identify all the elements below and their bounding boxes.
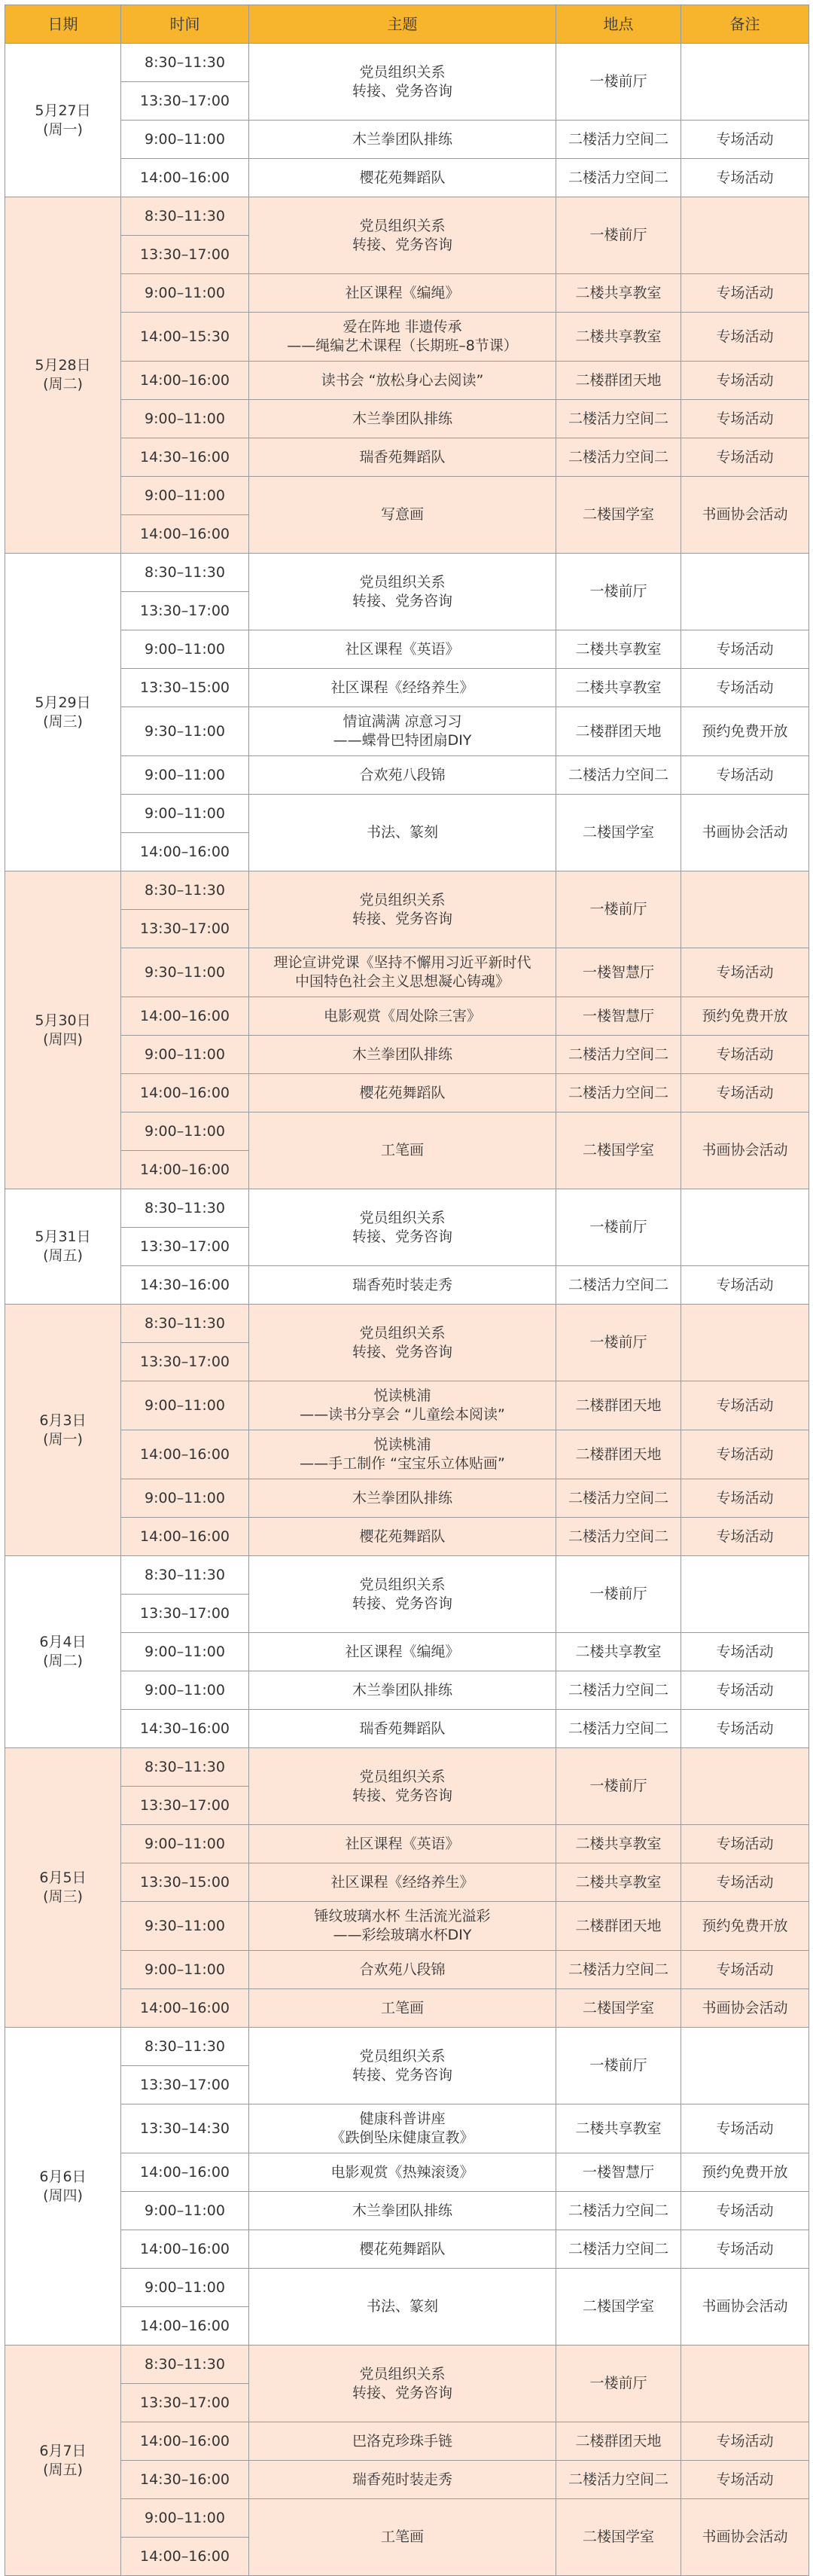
time-cell: 13:30–17:00 — [121, 2066, 249, 2104]
schedule-row — [5, 795, 809, 833]
topic-cell: 工笔画 — [249, 2499, 556, 2576]
topic-cell: 社区课程《经络养生》 — [249, 669, 556, 707]
note-cell: 书画协会活动 — [681, 2499, 809, 2576]
topic-cell: 樱花苑舞蹈队 — [249, 159, 556, 197]
time-cell: 8:30–11:30 — [121, 1748, 249, 1787]
schedule-row — [5, 1479, 809, 1518]
note-cell: 专场活动 — [681, 2461, 809, 2499]
time-cell: 8:30–11:30 — [121, 1305, 249, 1343]
weekday-label: (周二) — [43, 376, 83, 392]
time-cell: 13:30–17:00 — [121, 1228, 249, 1266]
schedule-row — [5, 707, 809, 756]
schedule-container — [5, 5, 808, 2576]
topic-cell: 党员组织关系 转接、党务咨询 — [249, 1556, 556, 1633]
topic-cell: 木兰拳团队排练 — [249, 400, 556, 438]
schedule-row — [5, 1189, 809, 1228]
topic-cell: 巴洛克珍珠手链 — [249, 2422, 556, 2461]
note-cell: 专场活动 — [681, 159, 809, 197]
time-cell: 14:00–16:00 — [121, 515, 249, 554]
note-cell: 专场活动 — [681, 1518, 809, 1556]
note-cell: 专场活动 — [681, 1430, 809, 1479]
note-cell: 专场活动 — [681, 1825, 809, 1863]
place-cell: 二楼群团天地 — [556, 362, 681, 400]
time-cell: 9:00–11:00 — [121, 477, 249, 515]
time-cell: 8:30–11:30 — [121, 2346, 249, 2384]
date-cell — [5, 197, 121, 554]
date-label: 5月27日 — [35, 102, 91, 119]
time-cell: 13:30–17:00 — [121, 236, 249, 274]
place-cell: 一楼前厅 — [556, 2346, 681, 2422]
schedule-row — [5, 2461, 809, 2499]
time-cell: 9:00–11:00 — [121, 400, 249, 438]
date-cell — [5, 44, 121, 197]
topic-cell: 樱花苑舞蹈队 — [249, 2230, 556, 2269]
place-cell: 二楼活力空间二 — [556, 756, 681, 795]
schedule-table — [5, 5, 809, 2576]
schedule-row — [5, 1671, 809, 1710]
note-cell: 专场活动 — [681, 756, 809, 795]
topic-cell: 工笔画 — [249, 1113, 556, 1189]
note-cell: 预约免费开放 — [681, 707, 809, 756]
topic-cell: 合欢苑八段锦 — [249, 756, 556, 795]
note-cell: 专场活动 — [681, 400, 809, 438]
date-cell — [5, 871, 121, 1189]
topic-cell: 社区课程《经络养生》 — [249, 1863, 556, 1902]
topic-cell: 瑞香苑时装走秀 — [249, 2461, 556, 2499]
time-cell: 9:00–11:00 — [121, 1479, 249, 1518]
topic-cell: 党员组织关系 转接、党务咨询 — [249, 1189, 556, 1266]
place-cell: 二楼国学室 — [556, 1989, 681, 2028]
place-cell: 一楼前厅 — [556, 44, 681, 121]
schedule-row — [5, 1989, 809, 2028]
topic-cell: 党员组织关系 转接、党务咨询 — [249, 2028, 556, 2104]
place-cell: 二楼活力空间二 — [556, 1951, 681, 1989]
place-cell: 二楼活力空间二 — [556, 1074, 681, 1113]
weekday-label: (周二) — [43, 1653, 83, 1669]
topic-cell: 木兰拳团队排练 — [249, 1671, 556, 1710]
time-cell: 13:30–17:00 — [121, 2384, 249, 2422]
date-label: 5月29日 — [35, 694, 91, 711]
schedule-row — [5, 2230, 809, 2269]
place-cell: 二楼活力空间二 — [556, 1479, 681, 1518]
date-label: 5月31日 — [35, 1228, 91, 1245]
place-cell: 二楼活力空间二 — [556, 1518, 681, 1556]
schedule-row — [5, 2104, 809, 2153]
topic-cell: 爱在阵地 非遗传承 ——绳编艺术课程（长期班–8节课） — [249, 313, 556, 362]
date-cell — [5, 554, 121, 871]
note-cell: 专场活动 — [681, 121, 809, 159]
note-cell: 专场活动 — [681, 438, 809, 477]
place-cell: 一楼前厅 — [556, 554, 681, 630]
topic-cell: 木兰拳团队排练 — [249, 1479, 556, 1518]
header-place: 地点 — [556, 5, 681, 44]
schedule-row — [5, 871, 809, 910]
weekday-label: (周一) — [43, 1430, 83, 1448]
note-cell: 书画协会活动 — [681, 795, 809, 871]
time-cell: 14:00–16:00 — [121, 2307, 249, 2346]
topic-cell: 写意画 — [249, 477, 556, 554]
topic-cell: 书法、篆刻 — [249, 795, 556, 871]
place-cell: 二楼活力空间二 — [556, 1036, 681, 1074]
note-cell: 专场活动 — [681, 1951, 809, 1989]
time-cell: 9:00–11:00 — [121, 1633, 249, 1671]
place-cell: 一楼智慧厅 — [556, 997, 681, 1036]
note-cell — [681, 2346, 809, 2422]
time-cell: 14:00–16:00 — [121, 2538, 249, 2576]
schedule-row — [5, 274, 809, 313]
topic-cell: 合欢苑八段锦 — [249, 1951, 556, 1989]
place-cell: 一楼智慧厅 — [556, 948, 681, 997]
topic-cell: 党员组织关系 转接、党务咨询 — [249, 44, 556, 121]
time-cell: 14:00–16:00 — [121, 2422, 249, 2461]
schedule-row — [5, 44, 809, 82]
note-cell: 专场活动 — [681, 1863, 809, 1902]
date-cell — [5, 2346, 121, 2576]
note-cell: 专场活动 — [681, 362, 809, 400]
topic-cell: 社区课程《编绳》 — [249, 1633, 556, 1671]
time-cell: 8:30–11:30 — [121, 1189, 249, 1228]
time-cell: 8:30–11:30 — [121, 2028, 249, 2066]
time-cell: 14:00–16:00 — [121, 159, 249, 197]
schedule-row — [5, 1863, 809, 1902]
date-label: 6月5日 — [39, 1869, 87, 1886]
place-cell: 二楼活力空间二 — [556, 400, 681, 438]
place-cell: 二楼活力空间二 — [556, 2461, 681, 2499]
time-cell: 9:00–11:00 — [121, 121, 249, 159]
schedule-row — [5, 159, 809, 197]
schedule-row — [5, 1266, 809, 1305]
note-cell: 专场活动 — [681, 2230, 809, 2269]
header-topic: 主题 — [249, 5, 556, 44]
note-cell: 书画协会活动 — [681, 1989, 809, 2028]
place-cell: 一楼前厅 — [556, 1748, 681, 1825]
note-cell: 专场活动 — [681, 1381, 809, 1430]
schedule-row — [5, 477, 809, 515]
topic-cell: 电影观赏《周处除三害》 — [249, 997, 556, 1036]
topic-cell: 社区课程《编绳》 — [249, 274, 556, 313]
schedule-row — [5, 197, 809, 236]
schedule-row — [5, 630, 809, 669]
schedule-row — [5, 1710, 809, 1748]
topic-cell: 瑞香苑舞蹈队 — [249, 438, 556, 477]
note-cell — [681, 1189, 809, 1266]
topic-cell: 党员组织关系 转接、党务咨询 — [249, 1748, 556, 1825]
topic-cell: 党员组织关系 转接、党务咨询 — [249, 2346, 556, 2422]
schedule-row — [5, 997, 809, 1036]
time-cell: 9:00–11:00 — [121, 274, 249, 313]
schedule-row — [5, 438, 809, 477]
date-label: 6月4日 — [39, 1634, 87, 1650]
schedule-row — [5, 1430, 809, 1479]
weekday-label: (周三) — [43, 1888, 83, 1905]
time-cell: 14:00–16:00 — [121, 362, 249, 400]
topic-cell: 樱花苑舞蹈队 — [249, 1074, 556, 1113]
time-cell: 13:30–15:00 — [121, 669, 249, 707]
topic-cell: 书法、篆刻 — [249, 2269, 556, 2346]
topic-cell: 悦读桃浦 ——读书分享会 “儿童绘本阅读” — [249, 1381, 556, 1430]
place-cell: 二楼活力空间二 — [556, 1266, 681, 1305]
schedule-row — [5, 948, 809, 997]
note-cell: 专场活动 — [681, 313, 809, 362]
place-cell: 二楼共享教室 — [556, 630, 681, 669]
schedule-row — [5, 121, 809, 159]
note-cell — [681, 1305, 809, 1381]
time-cell: 14:30–16:00 — [121, 2461, 249, 2499]
topic-cell: 社区课程《英语》 — [249, 630, 556, 669]
place-cell: 二楼共享教室 — [556, 2104, 681, 2153]
topic-cell: 党员组织关系 转接、党务咨询 — [249, 197, 556, 274]
topic-cell: 电影观赏《热辣滚烫》 — [249, 2153, 556, 2192]
time-cell: 14:00–16:00 — [121, 1074, 249, 1113]
place-cell: 二楼国学室 — [556, 477, 681, 554]
note-cell: 书画协会活动 — [681, 1113, 809, 1189]
place-cell: 二楼群团天地 — [556, 1381, 681, 1430]
header-time: 时间 — [121, 5, 249, 44]
place-cell: 一楼前厅 — [556, 1189, 681, 1266]
place-cell: 二楼共享教室 — [556, 1863, 681, 1902]
time-cell: 9:00–11:00 — [121, 1825, 249, 1863]
note-cell: 专场活动 — [681, 1710, 809, 1748]
schedule-row — [5, 2422, 809, 2461]
schedule-row — [5, 2346, 809, 2384]
topic-cell: 情谊满满 凉意习习 ——蝶骨巴特团扇DIY — [249, 707, 556, 756]
schedule-row — [5, 1951, 809, 1989]
time-cell: 14:00–16:00 — [121, 997, 249, 1036]
note-cell — [681, 1748, 809, 1825]
place-cell: 二楼共享教室 — [556, 274, 681, 313]
note-cell: 专场活动 — [681, 1671, 809, 1710]
time-cell: 8:30–11:30 — [121, 197, 249, 236]
header-date: 日期 — [5, 5, 121, 44]
topic-cell: 健康科普讲座 《跌倒坠床健康宣教》 — [249, 2104, 556, 2153]
date-label: 6月3日 — [39, 1412, 87, 1429]
schedule-row — [5, 2153, 809, 2192]
place-cell: 二楼活力空间二 — [556, 121, 681, 159]
place-cell: 一楼前厅 — [556, 1305, 681, 1381]
place-cell: 二楼共享教室 — [556, 1633, 681, 1671]
note-cell: 专场活动 — [681, 2422, 809, 2461]
schedule-row — [5, 2499, 809, 2538]
note-cell: 专场活动 — [681, 1074, 809, 1113]
time-cell: 13:30–17:00 — [121, 910, 249, 948]
date-cell — [5, 1556, 121, 1748]
time-cell: 8:30–11:30 — [121, 44, 249, 82]
place-cell: 二楼活力空间二 — [556, 1671, 681, 1710]
note-cell: 专场活动 — [681, 669, 809, 707]
time-cell: 14:00–16:00 — [121, 1151, 249, 1189]
schedule-row — [5, 1748, 809, 1787]
note-cell: 预约免费开放 — [681, 1902, 809, 1951]
schedule-row — [5, 1305, 809, 1343]
time-cell: 8:30–11:30 — [121, 1556, 249, 1595]
note-cell: 预约免费开放 — [681, 2153, 809, 2192]
topic-cell: 党员组织关系 转接、党务咨询 — [249, 554, 556, 630]
topic-cell: 木兰拳团队排练 — [249, 121, 556, 159]
time-cell: 14:00–16:00 — [121, 833, 249, 871]
note-cell: 专场活动 — [681, 630, 809, 669]
schedule-row — [5, 669, 809, 707]
time-cell: 14:00–16:00 — [121, 1989, 249, 2028]
header-note: 备注 — [681, 5, 809, 44]
time-cell: 14:00–16:00 — [121, 1430, 249, 1479]
date-label: 5月28日 — [35, 357, 91, 374]
time-cell: 14:00–16:00 — [121, 1518, 249, 1556]
date-cell — [5, 1748, 121, 2028]
note-cell: 专场活动 — [681, 948, 809, 997]
time-cell: 14:30–16:00 — [121, 1266, 249, 1305]
place-cell: 二楼活力空间二 — [556, 2192, 681, 2230]
time-cell: 9:00–11:00 — [121, 2192, 249, 2230]
weekday-label: (周五) — [43, 1247, 83, 1264]
topic-cell: 木兰拳团队排练 — [249, 2192, 556, 2230]
time-cell: 14:30–16:00 — [121, 438, 249, 477]
note-cell: 专场活动 — [681, 1266, 809, 1305]
date-label: 6月7日 — [39, 2442, 87, 2459]
place-cell: 二楼群团天地 — [556, 1430, 681, 1479]
schedule-row — [5, 313, 809, 362]
time-cell: 14:00–16:00 — [121, 2230, 249, 2269]
date-label: 5月30日 — [35, 1012, 91, 1029]
place-cell: 一楼前厅 — [556, 2028, 681, 2104]
topic-cell: 木兰拳团队排练 — [249, 1036, 556, 1074]
note-cell — [681, 871, 809, 948]
schedule-row — [5, 554, 809, 592]
note-cell — [681, 44, 809, 121]
weekday-label: (周一) — [43, 121, 83, 138]
topic-cell: 瑞香苑舞蹈队 — [249, 1710, 556, 1748]
place-cell: 二楼国学室 — [556, 2269, 681, 2346]
time-cell: 9:00–11:00 — [121, 1671, 249, 1710]
schedule-row — [5, 1036, 809, 1074]
schedule-row — [5, 1902, 809, 1951]
time-cell: 9:00–11:00 — [121, 1036, 249, 1074]
time-cell: 9:30–11:00 — [121, 948, 249, 997]
time-cell: 9:00–11:00 — [121, 2499, 249, 2538]
note-cell: 专场活动 — [681, 2104, 809, 2153]
time-cell: 8:30–11:30 — [121, 554, 249, 592]
time-cell: 14:00–16:00 — [121, 2153, 249, 2192]
date-cell — [5, 1189, 121, 1305]
schedule-row — [5, 1825, 809, 1863]
time-cell: 14:30–16:00 — [121, 1710, 249, 1748]
place-cell: 二楼活力空间二 — [556, 438, 681, 477]
note-cell — [681, 1556, 809, 1633]
topic-cell: 悦读桃浦 ——手工制作 “宝宝乐立体贴画” — [249, 1430, 556, 1479]
schedule-row — [5, 1113, 809, 1151]
note-cell: 专场活动 — [681, 2192, 809, 2230]
topic-cell: 党员组织关系 转接、党务咨询 — [249, 1305, 556, 1381]
note-cell: 书画协会活动 — [681, 477, 809, 554]
schedule-row — [5, 2269, 809, 2307]
place-cell: 二楼活力空间二 — [556, 159, 681, 197]
weekday-label: (周三) — [43, 713, 83, 730]
note-cell: 书画协会活动 — [681, 2269, 809, 2346]
place-cell: 二楼群团天地 — [556, 1902, 681, 1951]
place-cell: 二楼群团天地 — [556, 2422, 681, 2461]
topic-cell: 党员组织关系 转接、党务咨询 — [249, 871, 556, 948]
time-cell: 9:30–11:00 — [121, 707, 249, 756]
weekday-label: (周四) — [43, 1030, 83, 1048]
weekday-label: (周五) — [43, 2461, 83, 2478]
time-cell: 14:00–15:30 — [121, 313, 249, 362]
place-cell: 二楼活力空间二 — [556, 1710, 681, 1748]
time-cell: 9:00–11:00 — [121, 795, 249, 833]
schedule-body — [5, 44, 809, 2576]
note-cell: 专场活动 — [681, 1479, 809, 1518]
place-cell: 二楼活力空间二 — [556, 2230, 681, 2269]
time-cell: 13:30–17:00 — [121, 82, 249, 121]
time-cell: 9:00–11:00 — [121, 630, 249, 669]
topic-cell: 瑞香苑时装走秀 — [249, 1266, 556, 1305]
time-cell: 13:30–15:00 — [121, 1863, 249, 1902]
time-cell: 13:30–17:00 — [121, 592, 249, 630]
time-cell: 9:00–11:00 — [121, 1381, 249, 1430]
schedule-row — [5, 400, 809, 438]
note-cell — [681, 197, 809, 274]
note-cell: 预约免费开放 — [681, 997, 809, 1036]
place-cell: 二楼群团天地 — [556, 707, 681, 756]
place-cell: 一楼前厅 — [556, 871, 681, 948]
note-cell: 专场活动 — [681, 274, 809, 313]
place-cell: 一楼智慧厅 — [556, 2153, 681, 2192]
time-cell: 13:30–14:30 — [121, 2104, 249, 2153]
time-cell: 9:00–11:00 — [121, 756, 249, 795]
time-cell: 13:30–17:00 — [121, 1595, 249, 1633]
time-cell: 9:00–11:00 — [121, 1951, 249, 1989]
schedule-row — [5, 2028, 809, 2066]
topic-cell: 社区课程《英语》 — [249, 1825, 556, 1863]
topic-cell: 锤纹玻璃水杯 生活流光溢彩 ——彩绘玻璃水杯DIY — [249, 1902, 556, 1951]
note-cell — [681, 554, 809, 630]
note-cell — [681, 2028, 809, 2104]
schedule-row — [5, 1518, 809, 1556]
time-cell: 8:30–11:30 — [121, 871, 249, 910]
schedule-row — [5, 1074, 809, 1113]
topic-cell: 工笔画 — [249, 1989, 556, 2028]
time-cell: 13:30–17:00 — [121, 1787, 249, 1825]
place-cell: 一楼前厅 — [556, 1556, 681, 1633]
place-cell: 二楼共享教室 — [556, 313, 681, 362]
note-cell: 专场活动 — [681, 1036, 809, 1074]
time-cell: 9:30–11:00 — [121, 1902, 249, 1951]
place-cell: 一楼前厅 — [556, 197, 681, 274]
note-cell: 专场活动 — [681, 1633, 809, 1671]
schedule-row — [5, 1556, 809, 1595]
date-cell — [5, 1305, 121, 1556]
date-label: 6月6日 — [39, 2168, 87, 2185]
place-cell: 二楼共享教室 — [556, 1825, 681, 1863]
topic-cell: 读书会 “放松身心去阅读” — [249, 362, 556, 400]
place-cell: 二楼国学室 — [556, 1113, 681, 1189]
time-cell: 9:00–11:00 — [121, 1113, 249, 1151]
weekday-label: (周四) — [43, 2187, 83, 2204]
schedule-row — [5, 1381, 809, 1430]
schedule-row — [5, 2192, 809, 2230]
schedule-row — [5, 756, 809, 795]
schedule-row — [5, 1633, 809, 1671]
time-cell: 9:00–11:00 — [121, 2269, 249, 2307]
place-cell: 二楼共享教室 — [556, 669, 681, 707]
schedule-row — [5, 362, 809, 400]
topic-cell: 理论宣讲党课《坚持不懈用习近平新时代 中国特色社会主义思想凝心铸魂》 — [249, 948, 556, 997]
time-cell: 13:30–17:00 — [121, 1343, 249, 1381]
topic-cell: 樱花苑舞蹈队 — [249, 1518, 556, 1556]
date-cell — [5, 2028, 121, 2346]
header-row — [5, 5, 809, 44]
place-cell: 二楼国学室 — [556, 795, 681, 871]
place-cell: 二楼国学室 — [556, 2499, 681, 2576]
